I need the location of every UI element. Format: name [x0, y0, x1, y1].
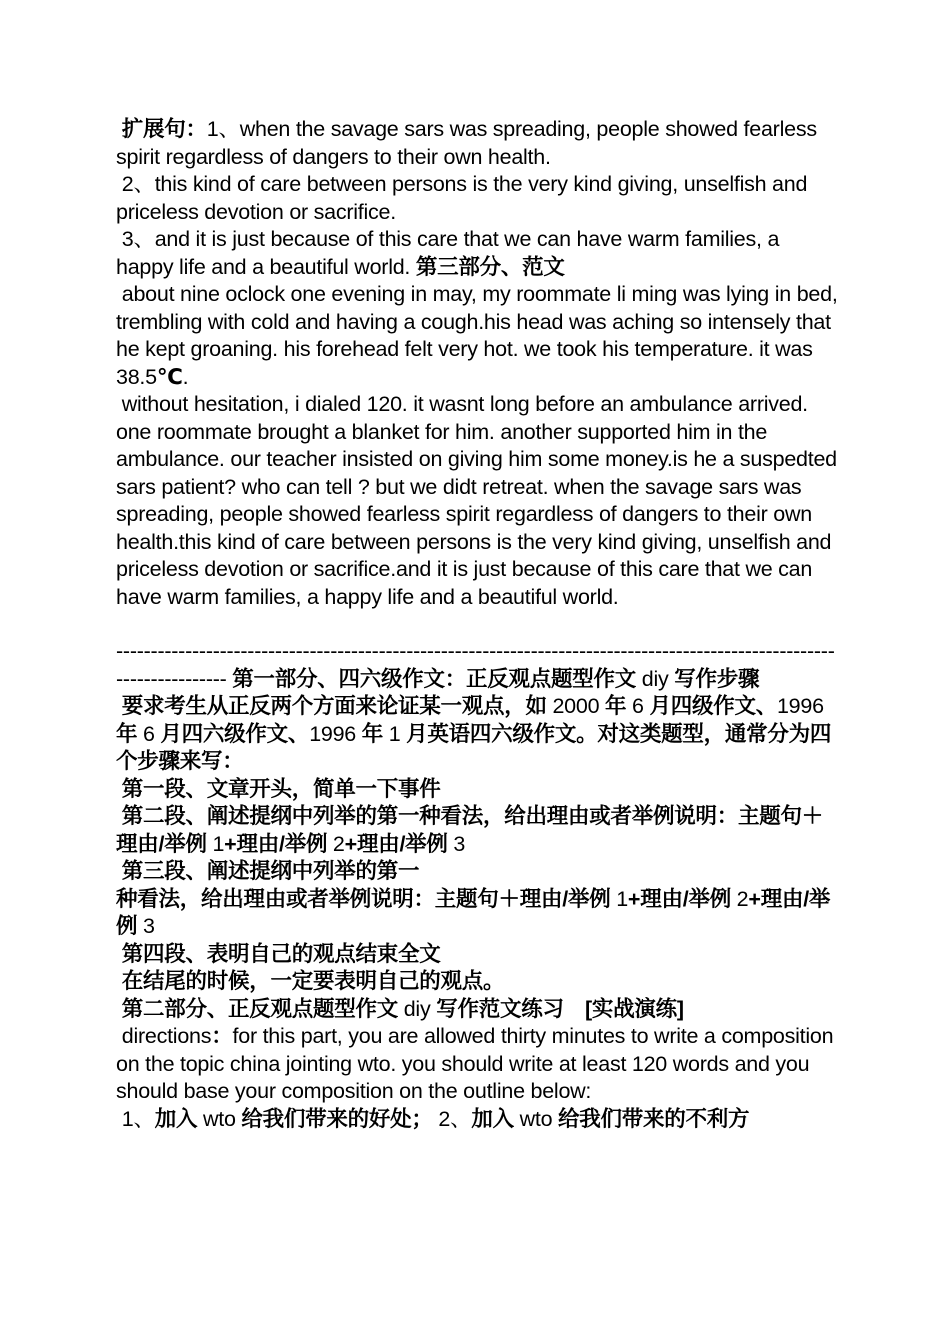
intro-text-f: 年 [361, 721, 384, 746]
part3-title: 第三部分、范文 [415, 254, 565, 279]
step-3-line-1 [116, 858, 838, 886]
step-2-num-2: 2 [327, 831, 345, 856]
step-3-num-1: 1 [610, 886, 628, 911]
step-1-text: 第一段、文章开头，简单一下事件 [121, 776, 441, 801]
intro-text-d: 年 [116, 721, 138, 746]
step-2-text-c: +理由/举例 [344, 831, 448, 856]
directions-label: directions [121, 1024, 212, 1048]
essay-p2-text: without hesitation, i dialed 120. it wasnt long before an ambulance arrived. one roommate brought a blanket for him. another supported him in the ambulance. our teacher insisted on giving him some money.is he a suspedted sars patient? who can tell ? but we didt retreat. when the savage sars was spreading, people showed fearless spirit regardless of dangers to their own health.this kind of care between persons is the very kind giving, unselfish and priceless devotion or sacrifice.and it is just because of this care that we can have warm families, a happy life and a beautiful world. [116, 392, 837, 609]
step-3-text-a: 第三段、阐述提纲中列举的第一 [121, 859, 420, 883]
step-3-num-2: 2 [730, 886, 749, 911]
intro-num-6: 1 [383, 721, 407, 746]
outline-text-c: 加入 [471, 1106, 514, 1131]
part1-title: 第一部分、四六级作文：正反观点题型作文 [232, 666, 637, 691]
step-ending [116, 968, 838, 996]
separator-dashes: ------------------------------------------------------------------------------------------------------------------------ [116, 639, 835, 691]
step-ending-text: 在结尾的时候，一定要表明自己的观点。 [121, 969, 505, 993]
step-3-text-b: 种看法，给出理由或者举例说明：主题句＋理由/举例 [116, 886, 611, 911]
step-3-text-d: +理由/举例 [116, 886, 831, 938]
outline-wto-2: wto [513, 1106, 558, 1131]
directions-text: for this part, you are allowed thirty minutes to write a composition on the topic china jointing wto. you should write at least 120 words and you should base your composition on the outline below: [116, 1024, 834, 1103]
part2-heading [116, 996, 838, 1024]
intro-num-2: 6 [626, 694, 650, 718]
part2-title: 第二部分、正反观点题型作文 [121, 996, 398, 1021]
celsius-unit: ℃ [156, 364, 183, 389]
essay-paragraph-2 [116, 391, 838, 611]
blank-line [116, 611, 838, 638]
directions-paragraph [116, 1023, 838, 1106]
essay-p1-text: about nine oclock one evening in may, my roommate li ming was lying in bed, trembling with cold and having a cough.his head was aching so intensely that he kept groaning. his forehead felt very hot. we took his temperature. it was 38.5 [116, 282, 838, 389]
directions-colon: ： [211, 1024, 233, 1048]
document-body [116, 116, 838, 1133]
expand-s2-text: 2、this kind of care between persons is the very kind giving, unselfish and priceless devotion or sacrifice. [116, 172, 808, 224]
intro-text-b: 年 [605, 694, 627, 718]
step-3-line-2 [116, 886, 838, 941]
essay-p1-end: . [182, 364, 189, 389]
step-3-text-c: +理由/举例 [627, 886, 731, 911]
outline-text-b: 给我们带来的好处； [241, 1106, 433, 1131]
part1-title-end: 写作步骤 [674, 666, 760, 691]
step-4 [116, 941, 838, 969]
outline-num-2: 2、 [432, 1106, 472, 1131]
part1-diy: diy [636, 666, 675, 691]
outline-text-a: 加入 [154, 1106, 198, 1131]
outline-text-d: 给我们带来的不利方 [558, 1106, 750, 1131]
intro-num-3: 1996 [776, 694, 824, 718]
outline-num-1: 1、 [121, 1106, 155, 1131]
expand-sentence-1 [116, 116, 838, 171]
step-1 [116, 776, 838, 804]
step-2-num-1: 1 [206, 831, 225, 856]
step-2-num-3: 3 [447, 831, 466, 856]
intro-text-g: 月英语四六级作文。对这类题型，通常分为四个步骤来写： [116, 721, 832, 773]
intro-paragraph [116, 693, 838, 776]
expand-sentence-2 [116, 171, 838, 226]
part2-diy: diy [398, 996, 437, 1021]
intro-text-c: 月四级作文、 [649, 694, 777, 718]
essay-paragraph-1 [116, 281, 838, 391]
intro-num-5: 1996 [309, 721, 362, 746]
part2-title-end: 写作范文练习 [实战演练] [436, 996, 684, 1021]
step-3-num-3: 3 [137, 914, 155, 938]
outline-line [116, 1106, 838, 1134]
step-2-text-a: 第二段、阐述提纲中列举的第一种看法，给出理由或者举例说明：主题句＋理由/举例 [116, 804, 823, 856]
expand-label: 扩展句： [121, 117, 207, 141]
intro-num-1: 2000 [546, 694, 606, 718]
step-4-text: 第四段、表明自己的观点结束全文 [121, 941, 441, 966]
step-2-text-b: +理由/举例 [224, 831, 328, 856]
expand-s3-text: 3、and it is just because of this care that we can have warm families, a happy life and a beautiful world. [116, 227, 780, 279]
intro-text-e: 月四六级作文、 [160, 721, 310, 746]
intro-text-a: 要求考生从正反两个方面来论证某一观点，如 [121, 694, 547, 718]
expand-sentence-3 [116, 226, 838, 281]
step-2 [116, 803, 838, 858]
separator-line [116, 638, 838, 693]
expand-s1-text: 1、when the savage sars was spreading, people showed fearless spirit regardless of dangers to their own health. [116, 117, 817, 169]
intro-num-4: 6 [137, 721, 161, 746]
outline-wto-1: wto [197, 1106, 242, 1131]
